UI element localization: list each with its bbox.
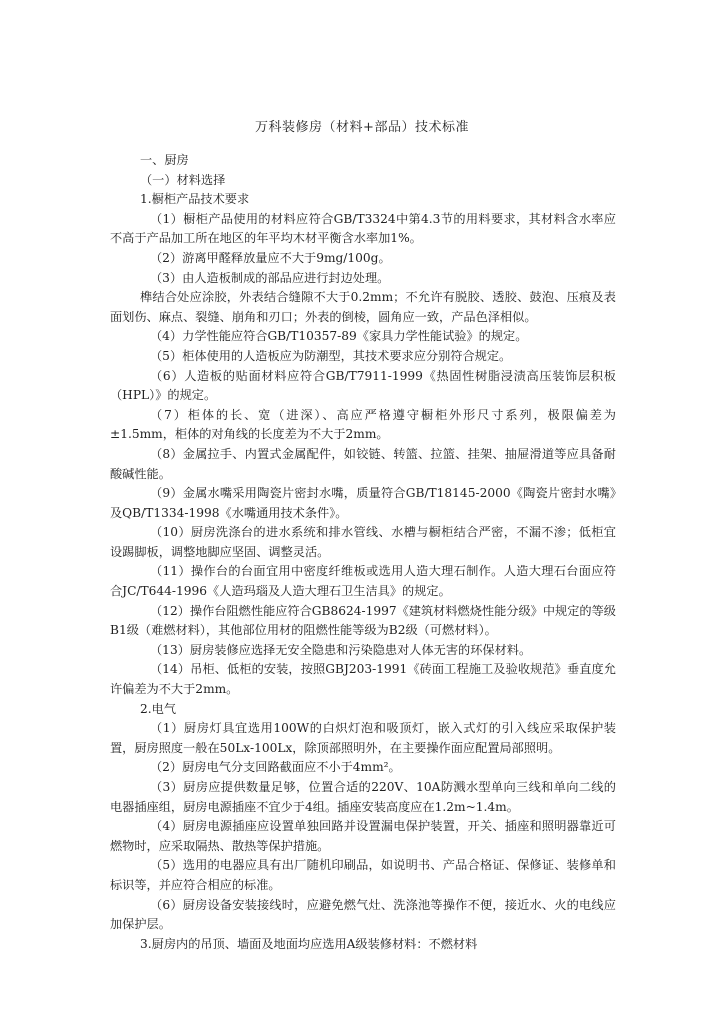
paragraph: （14）吊柜、低柜的安装，按照GBJ203-1991《砖面工程施工及验收规范》垂直度允许偏差为不大于2mm。 xyxy=(110,662,616,697)
paragraph: （12）操作台阻燃性能应符合GB8624-1997《建筑材料燃烧性能分级》中规定的等级B1级（难燃材料），其他部位用材的阻燃性能等级为B2级（可燃材料）。 xyxy=(110,603,616,638)
paragraph: （1）橱柜产品使用的材料应符合GB/T3324中第4.3节的用料要求，其材料含水率应不高于产品加工所在地区的年平均木材平衡含水率加1%。 xyxy=(110,211,616,246)
paragraph: （2）厨房电气分支回路截面应不小于4mm²。 xyxy=(150,760,401,775)
paragraph: （10）厨房洗涤台的进水系统和排水管线、水槽与橱柜结合严密，不漏不渗；低柜宜设踢脚板，调整地脚应坚固、调整灵活。 xyxy=(110,525,616,559)
subsection-heading: （一）材料选择 xyxy=(140,172,226,187)
paragraph: （4）厨房电源插座应设置单独回路并设置漏电保护装置，开关、插座和照明器靠近可燃物时，应采取隔热、散热等保护措施。 xyxy=(110,819,616,853)
item-heading: 3.厨房内的吊顶、墙面及地面均应选用A级装修材料：不燃材料 xyxy=(140,936,478,951)
paragraph: （5）选用的电器应具有出厂随机印刷品，如说明书、产品合格证、保修证、装修单和标识等，并应符合相应的标准。 xyxy=(110,858,616,892)
paragraph: （2）游离甲醛释放量应不大于9mg/100g。 xyxy=(150,250,391,265)
paragraph: （3）由人造板制成的部品应进行封边处理。 xyxy=(150,270,390,285)
paragraph: 榫结合处应涂胶，外表结合缝隙不大于0.2mm；不允许有脱胶、透胶、鼓泡、压痕及表面划伤、麻点、裂缝、崩角和刃口；外表的倒棱，圆角应一致，产品色泽相似。 xyxy=(110,290,616,324)
section-heading: 一、厨房 xyxy=(140,153,189,167)
item-heading: 1.橱柜产品技术要求 xyxy=(140,192,250,207)
paragraph: （6）人造板的贴面材料应符合GB/T7911-1999《热固性树脂浸渍高压装饰层积板（HPL）》的规定。 xyxy=(110,368,616,403)
paragraph: （3）厨房应提供数量足够，位置合适的220V、10A防溅水型单向三线和单向二线的电器插座组，厨房电源插座不宜少于4组。插座安装高度应在1.2m~1.4m。 xyxy=(110,780,616,814)
paragraph: （11）操作台的台面宜用中密度纤维板或选用人造大理石制作。人造大理石台面应符合JC/T644-1996《人造玛瑙及人造大理石卫生洁具》的规定。 xyxy=(110,564,616,599)
document-title: 万科装修房（材料+部品）技术标准 xyxy=(255,120,469,135)
paragraph: （8）金属拉手、内置式金属配件，如铰链、转篮、拉篮、挂架、抽屉滑道等应具备耐酸碱性能。 xyxy=(110,446,616,481)
paragraph: （9）金属水嘴采用陶瓷片密封水嘴，质量符合GB/T18145-2000《陶瓷片密封水嘴》及QB/T1334-1998《水嘴通用技术条件》。 xyxy=(110,486,616,520)
paragraph: （1）厨房灯具宜选用100W的白炽灯泡和吸顶灯，嵌入式灯的引入线应采取保护装置，厨房照度一般在50Lx-100Lx，除顶部照明外，在主要操作面应配置局部照明。 xyxy=(110,721,616,755)
item-heading: 2.电气 xyxy=(140,701,177,716)
paragraph: （6）厨房设备安装接线时，应避免燃气灶、洗涤池等操作不便，接近水、火的电线应加保护层。 xyxy=(110,897,616,932)
document-body xyxy=(110,151,616,954)
paragraph: （7）柜体的长、宽（进深）、高应严格遵守橱柜外形尺寸系列，极限偏差为±1.5mm，柜体的对角线的长度差为不大于2mm。 xyxy=(110,407,616,442)
paragraph: （13）厨房装修应选择无安全隐患和污染隐患对人体无害的环保材料。 xyxy=(150,642,532,657)
paragraph: （4）力学性能应符合GB/T10357-89《家具力学性能试验》的规定。 xyxy=(150,329,528,344)
paragraph: （5）柜体使用的人造板应为防潮型，其技术要求应分别符合规定。 xyxy=(150,348,512,363)
